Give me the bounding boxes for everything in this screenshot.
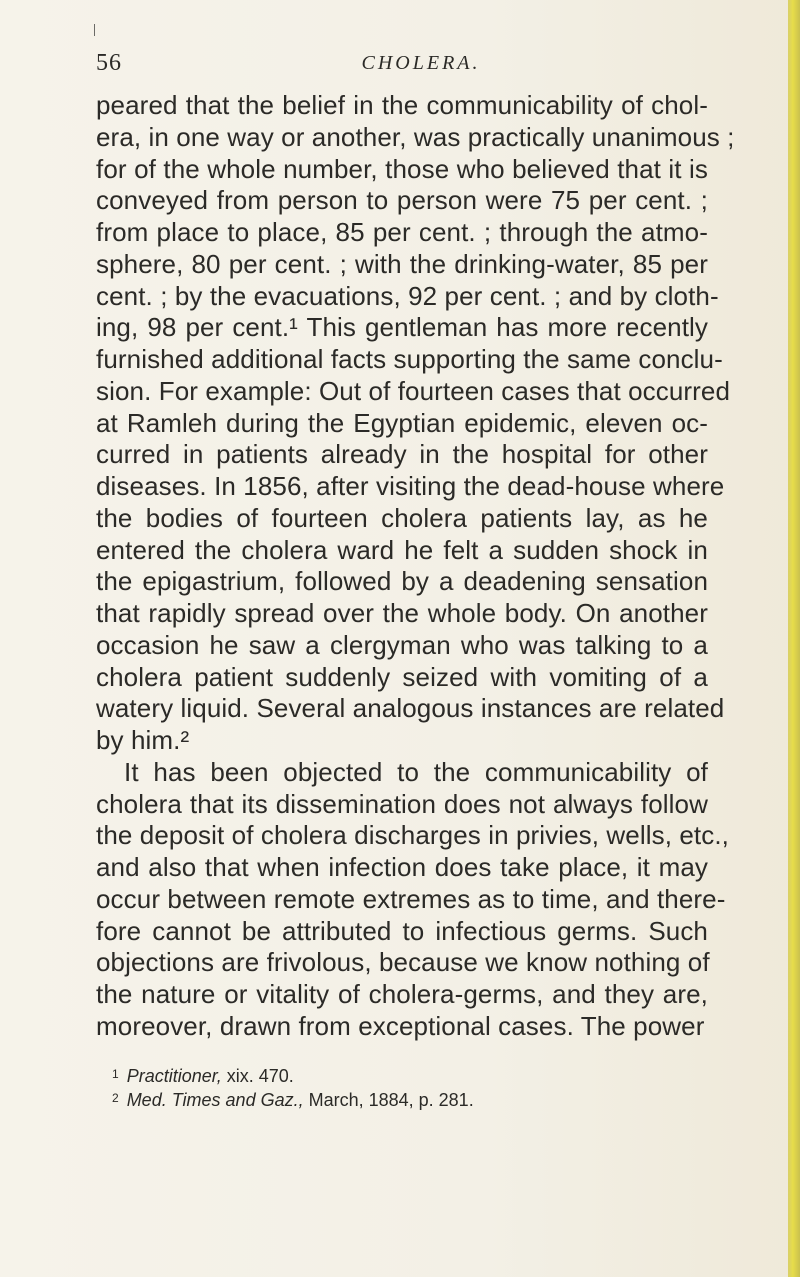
text-line: cholera patient suddenly seized with vomiting of a [96,661,708,692]
footnote-2 [96,1086,708,1110]
footnote-source: Med. Times and Gaz., [126,1090,304,1110]
footnotes [96,1062,708,1110]
text-line: entered the cholera ward he felt a sudden shock in [96,534,708,565]
text-line: the bodies of fourteen cholera patients lay, as he [96,502,708,533]
text-line: that rapidly spread over the whole body. On another [96,598,708,628]
text-line: the epigastrium, followed by a deadening sensation [96,566,708,597]
page-number: 56 [96,50,122,76]
text-line: and also that when infection does take place, it may [96,852,708,882]
text-line: conveyed from person to person were 75 per cent. ; [96,185,708,216]
footnote-detail: xix. 470. [221,1066,294,1086]
text-line: occasion he saw a clergyman who was talking to a [96,629,708,660]
text-line: furnished additional facts supporting the same conclu- [96,344,723,374]
text-line: moreover, drawn from exceptional cases. The power [96,1010,705,1041]
footnote-1 [96,1062,708,1086]
body-text [96,90,735,1043]
footnote-detail: March, 1884, p. 281. [303,1090,474,1110]
footnote-mark: 1 [112,1067,119,1081]
text-line: occur between remote extremes as to time, and there- [96,883,726,914]
footnote-mark: 2 [112,1091,119,1105]
footnote-source: Practitioner, [126,1066,222,1086]
text-line: peared that the belief in the communicability of chol- [96,90,708,120]
text-line: at Ramleh during the Egyptian epidemic, eleven oc- [96,407,708,438]
text-line: curred in patients already in the hospital for other [96,439,708,470]
fold-mark [94,24,95,36]
text-line: cent. ; by the evacuations, 92 per cent. ; and by cloth- [96,280,719,311]
text-line: the nature or vitality of cholera-germs, and they are, [96,979,708,1009]
text-line: era, in one way or another, was practically unanimous ; [96,121,735,152]
text-line: It has been objected to the communicability of [124,756,708,787]
text-line: diseases. In 1856, after visiting the dead-house where [96,471,725,501]
text-line: fore cannot be attributed to infectious germs. Such [96,915,708,946]
text-line: the deposit of cholera discharges in privies, wells, etc., [96,820,729,851]
text-line: ing, 98 per cent.¹ This gentleman has more recently [96,312,708,343]
running-head: CHOLERA. [361,52,481,74]
text-line: objections are frivolous, because we know nothing of [96,947,710,978]
text-line: cholera that its dissemination does not always follow [96,788,708,819]
text-line: sion. For example: Out of fourteen cases that occurred [96,375,731,406]
text-line: for of the whole number, those who believed that it is [96,153,708,184]
text-line: watery liquid. Several analogous instances are related [96,693,725,724]
text-line: sphere, 80 per cent. ; with the drinking-water, 85 per [96,248,708,279]
page-header [96,50,706,86]
text-line: from place to place, 85 per cent. ; through the atmo- [96,217,708,247]
text-line: by him.² [96,725,190,755]
page-edge [788,0,800,1277]
